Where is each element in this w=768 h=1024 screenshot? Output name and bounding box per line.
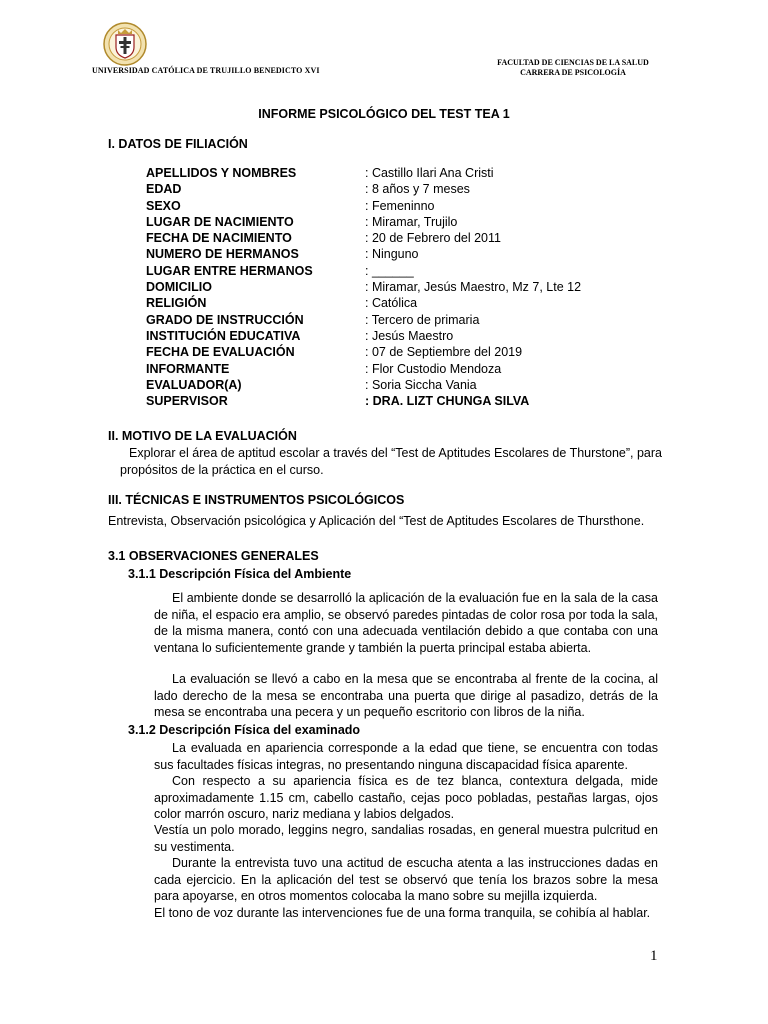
career-name: CARRERA DE PSICOLOGÍA <box>520 68 626 77</box>
paragraph-examinado-2: Con respecto a su apariencia física es de tez blanca, contextura delgada, mide aproximadamente 1.15 cm, cabello castaño, cejas poco pobladas, pestañas largas, ojos color marrón oscuro, nariz mediana y labios delgados. <box>154 774 658 821</box>
field-value: : 20 de Febrero del 2011 <box>365 231 501 246</box>
faculty-block <box>470 58 676 78</box>
field-value: : Católica <box>365 296 418 311</box>
field-label: FECHA DE NACIMIENTO <box>146 231 292 246</box>
field-label: EVALUADOR(A) <box>146 377 242 392</box>
field-value: : ______ <box>365 263 414 278</box>
faculty-name: FACULTAD DE CIENCIAS DE LA SALUD <box>497 58 649 67</box>
field-label: RELIGIÓN <box>146 296 207 311</box>
field-label: NUMERO DE HERMANOS <box>146 247 299 262</box>
field-value: : Miramar, Trujilo <box>365 214 458 229</box>
field-value: : Miramar, Jesús Maestro, Mz 7, Lte 12 <box>365 280 582 295</box>
university-seal-icon <box>103 22 147 66</box>
section-heading-filiacion: I. DATOS DE FILIACIÓN <box>108 137 248 151</box>
field-label: INSTITUCIÓN EDUCATIVA <box>146 328 301 343</box>
field-label: GRADO DE INSTRUCCIÓN <box>146 312 304 327</box>
field-value: : Jesús Maestro <box>365 328 454 343</box>
field-value: : Flor Custodio Mendoza <box>365 361 502 376</box>
section-heading-motivo: II. MOTIVO DE LA EVALUACIÓN <box>108 429 297 443</box>
field-label: FECHA DE EVALUACIÓN <box>146 345 295 360</box>
paragraph-examinado-5: El tono de voz durante las intervenciones fue de una forma tranquila, se cohibía al hablar. <box>154 906 651 920</box>
field-label: SUPERVISOR <box>146 394 228 409</box>
paragraph-ambiente-1: El ambiente donde se desarrolló la aplicación de la evaluación fue en la sala de la casa de niña, el espacio era amplio, se observó paredes pintadas de color rosa por toda la sala, de la misma manera, contó con una adecuada ventilación debido a que contaba con una ventana lo suficientemente grande y también la puerta principal estaba abierta. <box>154 591 658 655</box>
paragraph-examinado-4: Durante la entrevista tuvo una actitud de escucha atenta a las instrucciones dadas en cada ejercicio. En la aplicación del test se observó que tenía los brazos sobre la mesa para apoyarse, en otros momentos colocaba la mano sobre su mejilla izquierda. <box>154 856 658 903</box>
field-value: : Ninguno <box>365 247 419 262</box>
field-value: : 07 de Septiembre del 2019 <box>365 345 523 360</box>
university-name: UNIVERSIDAD CATÓLICA DE TRUJILLO BENEDICTO XVI <box>92 66 320 75</box>
field-value: : 8 años y 7 meses <box>365 182 470 197</box>
field-value: : DRA. LIZT CHUNGA SILVA <box>365 394 530 409</box>
field-label: EDAD <box>146 182 182 197</box>
paragraph-examinado-3: Vestía un polo morado, leggins negro, sandalias rosadas, en general muestra pulcritud en su vestimenta. <box>154 823 658 854</box>
paragraph-examinado-1: La evaluada en apariencia corresponde a la edad que tiene, se encuentra con todas sus facultades físicas integras, no presentando ninguna discapacidad física aparente. <box>154 741 658 772</box>
subheading-examinado: 3.1.2 Descripción Física del examinado <box>128 723 361 737</box>
motivo-text: Explorar el área de aptitud escolar a través del “Test de Aptitudes Escolares de Thurstone”, para propósitos de la práctica en el curso. <box>120 446 662 477</box>
field-label: LUGAR DE NACIMIENTO <box>146 214 294 229</box>
field-value: : Femeninno <box>365 198 435 213</box>
tecnicas-text: Entrevista, Observación psicológica y Aplicación del “Test de Aptitudes Escolares de Thursthone. <box>108 514 645 528</box>
field-value: : Castillo Ilari Ana Cristi <box>365 166 494 180</box>
field-label: SEXO <box>146 198 181 213</box>
paragraph-ambiente-2: La evaluación se llevó a cabo en la mesa que se encontraba al frente de la cocina, al lado derecho de la mesa se encontraba una puerta que dirige al pasadizo, detrás de la mesa se encontraba una pecera y un pequeño escritorio con libros de la niña. <box>154 672 658 719</box>
field-label: APELLIDOS Y NOMBRES <box>146 166 297 180</box>
field-value: : Tercero de primaria <box>365 312 480 327</box>
field-label: LUGAR ENTRE HERMANOS <box>146 263 313 278</box>
field-value: : Soria Siccha Vania <box>365 377 477 392</box>
page-number: 1 <box>650 948 658 964</box>
field-label: INFORMANTE <box>146 361 230 376</box>
field-label: DOMICILIO <box>146 280 212 295</box>
subheading-ambiente: 3.1.1 Descripción Física del Ambiente <box>128 567 352 581</box>
section-heading-tecnicas: III. TÉCNICAS E INSTRUMENTOS PSICOLÓGICOS <box>108 493 405 507</box>
subheading-observaciones: 3.1 OBSERVACIONES GENERALES <box>108 549 319 563</box>
report-title: INFORME PSICOLÓGICO DEL TEST TEA 1 <box>258 107 510 121</box>
